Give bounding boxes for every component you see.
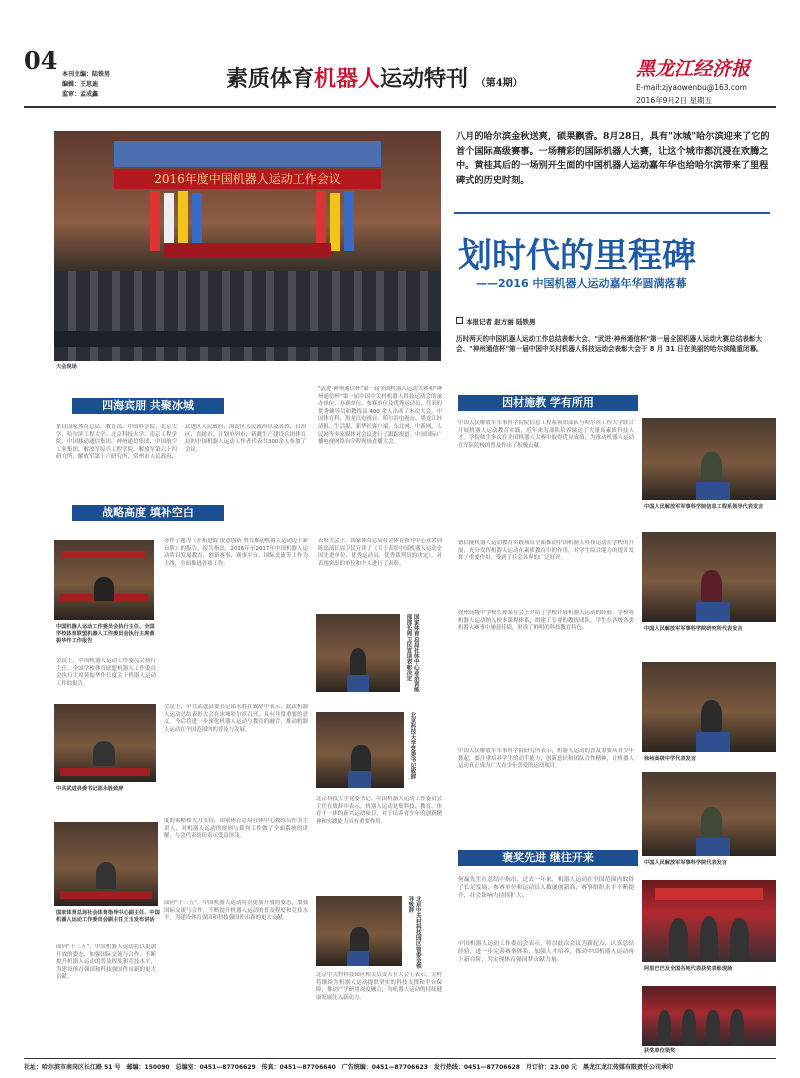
caption-speaker-1: 中国机器人运动工作委员会执行主任、全国学校体育联盟机器人工作委员会执行主席黄振华作工作报告 [56,624,155,644]
section-header-teaching: 因材施教 学有所用 [458,395,638,411]
speaker-photo-6 [316,896,402,966]
article-text-c2: 德信能机器人运动教育实践项目全面推动中国机器人科技运动在学校的开展，充分发挥机器人运动在素质教育中的作用，对学生综合能力的提升发挥了重要作用，受到了社会各界的广泛好评。 [458,540,634,562]
header-rule [24,106,776,108]
speaker-photo-10 [642,772,776,856]
article-text-b1: 会议上，中国机器人运动工作委员会执行主任、全国学校体育联盟机器人工作委员会执行主席黄振华作长度关于机器人运动工作的报告。 [56,658,156,687]
speaker-photo-2 [316,614,400,692]
speaker-photo-7 [642,418,776,500]
article-text-d2: 中国机器人运动工作委员会表示，将以此次会议为新起点，认真总结经验，进一步完善赛事体系，加强人才培养，推动中国机器人运动再上新台阶，为实现体育强国梦贡献力量。 [458,941,634,963]
footer-rule [24,1058,776,1059]
speaker-photo-4 [316,712,404,788]
newspaper-logo: 黑龙江经济报 [636,58,751,80]
article-text-b7: 面向"十三五"，中国机器人运动将以更加开放的姿态，加强国际交流与合作，不断提升机器人运动的普及程度和竞技水平，为建设体育强国和科技强国作出新的更大贡献。 [56,944,156,981]
photo-caption: 大会现场 [56,364,77,370]
footer-info: 社址：哈尔滨市南岗区长江路 51 号 邮编：150090 总编室：0451—87706629 传真：0451—87706640 广告统编：0451—87706623 发行热线：0451—87706628 月订价：23.00 元 黑龙江龙江传媒有限责任公司承印 [24,1064,674,1071]
byline [456,317,536,326]
headline-rule [454,212,770,214]
article-text-c3: 徐州高级中学校长孙某在会上介绍了学校开展机器人运动的经验。学校将机器人运动纳入校本课程体系，组建了专业的教练团队，学生在各级各类机器人赛事中屡获佳绩，形成了鲜明的科技教育特色。 [458,610,634,632]
caption-speaker-2: 国家体育总局社体中心业余训练部部长周卫民宣读表彰决定 [405,614,419,693]
speaker-photo-5 [54,822,158,906]
main-headline: 划时代的里程碑 [458,236,696,276]
speaker-photo-9 [642,662,776,752]
caption-speaker-7: 中国人民解放军军事科学院信息工程系领导代表发言 [644,504,764,510]
speaker-photo-8 [642,532,776,622]
article-text-b2: 亦作了题为《开拓进取 锐意创新 努力推动机器人运动迈上新台阶》的报告。报告指出，2016年至2017年中国机器人运动将以发展教育、创新赛事、赛事平台、国际交流等工作为主线，全面推进各项工作。 [164,538,308,567]
title-highlight: 机器人 [314,66,381,92]
award-photo-1 [642,880,776,962]
article-text-c1: 中国人民解放军军事科学院院信息工程系领团部队与哈尔滨工程大学联合开展机器人运动教育实践，近年来为部队培养输送了大量高素质科技人才。学院师生多次在全国机器人大赛中取得优异成绩，为推动机器人运动在军队院校的普及作出了积极贡献。 [458,420,634,449]
title-part2: 运动特刊 [380,66,469,92]
credit-editor-in-chief: 本刊主编：陆铁男 [62,71,111,78]
sub-headline: ——2016 中国机器人运动嘉年华圆满落幕 [476,277,687,290]
intro-paragraph: 历时两天的中国机器人运动工作总结表彰大会、"武进·神州通信杯"第一届全国机器人运动大赛总结表彰大会、"神州通信杯"第一届中国中关村机器人科技运动会表彰大会于 8 月 31 日在美丽的哈尔滨隆重闭幕。 [456,335,763,353]
title-part1: 素质体育 [226,66,315,92]
caption-speaker-5: 国家体育总局社会体育指导中心副主任、中国机器人运动工作委员会副主任王玉发布讲话 [56,910,160,923]
page-number: 04 [24,46,58,75]
article-text-b6: 度的策略和大力支持，国家体育总局社体中心教练员作为主讲人，对机器人运动的规则与裁判工作做了全面系统的讲解，与会代表纷纷表示受益匪浅。 [164,818,308,840]
speaker-photo-1 [54,540,154,620]
section-header-awards: 褒奖先进 继往开来 [458,850,638,866]
conference-banner: 2016年度中国机器人运动工作会议 [114,169,381,189]
issue-number: （第4期） [475,78,523,89]
article-text-a1: 来自国家体育总局、教育部、中国科学院、北京大学、哈尔滨工程大学、北京科技大学、南京工程学院、中国移动通信集团、神州通信集团、中国航空工业集团、解放军原兵工程学院、解放军第六十四研究所、解放军第十六研究所、常州市人民政府、武进区人民政府、海淀区人民政府以及各省、自治区、直辖市、计划单列市、新疆生产建设兵团体育局的中国机器人运动工作者代表共300余人参加了会议。 [56,424,306,461]
byline-square-icon [456,317,463,324]
section-header-guests: 四海宾朋 共聚冰城 [72,398,224,414]
email: E-mail:zjyaowenbu@163.com [636,83,747,92]
caption-speaker-4: 北京科技大学党委书记致辞 [409,712,416,780]
caption-speaker-8: 中国人民解放军军事科学院研究所代表发言 [644,626,743,632]
credit-editor: 编辑：王思迪 [62,81,99,88]
speaker-photo-3 [54,704,156,782]
section-header-strategy: 战略高度 填补空白 [72,505,224,521]
article-text-c4: 中国人民解放军军事科学院研究所表示，机器人运动的普及需要从青少年抓起，要注重培养学生的动手能力、创新意识和团队合作精神，让机器人运动真正成为广大青少年喜爱的运动项目。 [458,748,634,770]
caption-speaker-6: 北京中关村科技园区管委会领导致辞 [407,896,421,969]
article-text-b3: 表彰大会上，国家体育总局社会体育指导中心业余训练部部长周卫民宣读了《关于表彰中国机器人运动全国先进单位、优秀运动员、优秀裁判员的决定》，对表现突出的单位和个人进行了表彰。 [318,538,442,567]
caption-award-1: 阿里巴巴及全国各地代表获奖表彰现场 [644,966,733,972]
byline-text: 本报记者 赵方丽 陆铁男 [466,318,536,326]
caption-award-2: 获奖单位领奖 [644,1048,676,1054]
issue-date: 2016年9月2日 星期五 [636,96,713,105]
lead-paragraph: 八月的哈尔滨金秋送爽，硕果飘香。8月28日，具有"冰城"哈尔滨迎来了它的首个国际高级赛事。一场精彩的国际机器人大赛，让这个城市都沉浸在欢腾之中。黄桂其后的一场别开生面的中国机器人运动嘉年华也给哈尔滨带来了里程碑式的历史时刻。 [456,131,770,186]
article-text-b8: 北京中关村科技园区相关负责人在大会上表示，关村将继续为机器人运动提供坚实的科技支撑和平台保障，推动产学研用深度融合，为机器人运动的持续健康发展注入新动力。 [316,972,442,1001]
article-text-a2: "武进·神州通信杯"第一届全国机器人运动大赛和"神州通信杯"第一届中国中关村机器人科技运动会的承办单位、办赛单位、参赛单位及优秀运动员、代表的优秀辅导员和教练员 400 余人出席了本次大会。中国体育科、黑龙江电视台、哈尔滨电视台、黑龙江经济报、生活报、新华社客户端、东北网、中新网、人民网等多家媒体对会议进行了跟踪报道。中国国际广播电视网络台全程现场直播大会。 [318,386,442,446]
caption-speaker-9: 徐州高级中学代表发言 [644,756,696,762]
award-photo-2 [642,986,776,1046]
article-text-d1: 何赢先生在总结中指出，过去一年来，机器人运动在全国范围内取得了长足发展，参赛单位和运动员人数屡创新高，赛事组织水平不断提升，社会影响力持续扩大。 [458,877,634,899]
caption-speaker-3: 中共武进县委书记邵永胜致辞 [56,786,124,792]
page-title [226,62,523,93]
conference-photo [54,131,441,361]
caption-speaker-10: 中国人民解放军军事科学院代表发言 [644,860,728,866]
article-text-b5: 北京科技大学党委书记、中国机器人运动工作委员会主任在致辞中表示，机器人运动是集科技、教育、体育于一体的新兴运动项目，对于培养青少年的创新精神和实践能力具有重要作用。 [316,796,442,825]
credit-reviewer: 监审：孟成鑫 [62,91,99,98]
credits [62,70,110,100]
article-text-b7b: 面向"十三五"，中国机器人运动将以更加开放的姿态，加强国际交流与合作，不断提升机器人运动的普及程度和竞技水平，为建设体育强国和科技强国作出新的更大贡献。 [164,900,308,922]
article-text-b4: 会议上，中共武进县委书记邵永胜在致辞中表示，此次机器人运动总结表彰大会在冰城哈尔滨召开，具有非常重要的意义。今后将进一步深化机器人运动与教育的融合，推动机器人运动在全国范围内的普及与发展。 [164,704,308,733]
